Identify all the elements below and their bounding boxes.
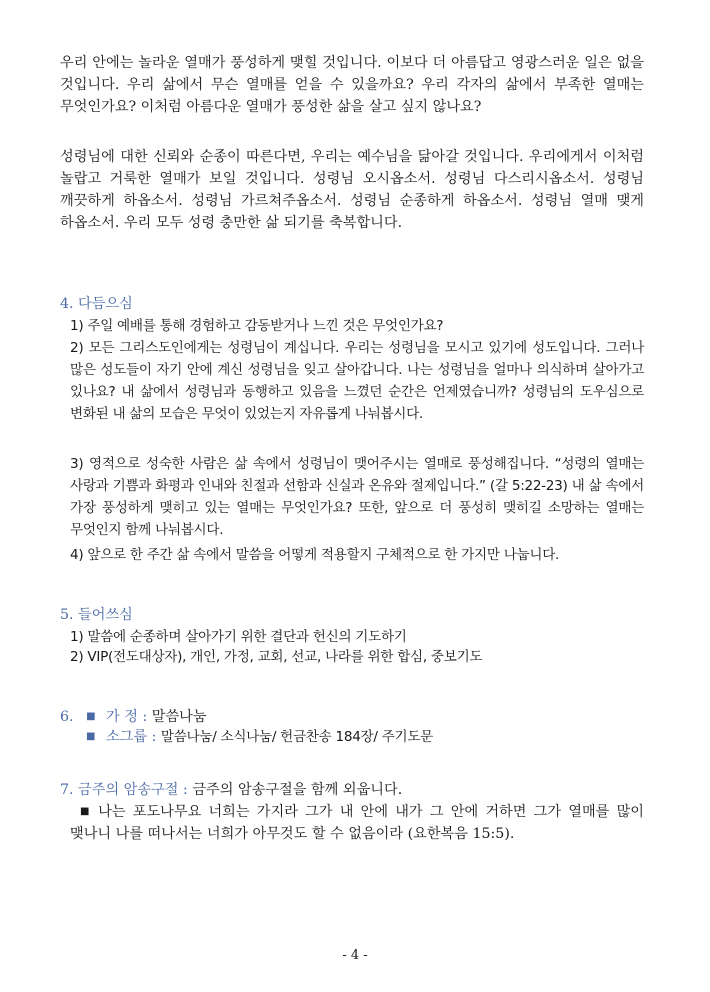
section-6-home-value: 말씀나눔 <box>151 709 207 725</box>
section-6-home-label: 가 정 : <box>106 709 148 725</box>
section-7-title: 7. 금주의 암송구절 : <box>60 782 188 798</box>
section-7-verse <box>70 801 644 845</box>
section-5-item-2: 2) VIP(전도대상자), 개인, 가정, 교회, 선교, 나라를 위한 합심, 중보기도 <box>70 649 483 665</box>
intro-paragraph-1: 우리 안에는 놀라운 열매가 풍성하게 맺힐 것입니다. 이보다 더 아름답고 영광스러운 일은 없을 것입니다. 우리 삶에서 무슨 열매를 얻을 수 있을까요? 우리 각자의 삶에서 부족한 열매는 무엇인가요? 이처럼 아름다운 열매가 풍성한 삶을 살고 싶지 않나요? <box>60 55 644 115</box>
section-4-question-1: 1) 주일 예배를 통해 경험하고 감동받거나 느낀 것은 무엇인가요? <box>70 318 444 334</box>
section-4-question-3: 3) 영적으로 성숙한 사람은 삶 속에서 성령님이 맺어주시는 열매로 풍성해집니다. “성령의 열매는 사랑과 기쁨과 화평과 인내와 친절과 선함과 신실과 온유와 절제입니다.” (갈 5:22-23) 내 삶 속에서 가장 풍성하게 맺히고 있는 열매는 무엇인가요? 또한, 앞으로 더 풍성히 맺히길 소망하는 열매는 무엇인지 함께 나눠봅시다. <box>70 456 644 538</box>
square-bullet-icon: ■ <box>86 731 96 742</box>
section-6-group-line <box>86 726 433 748</box>
section-7-description: 금주의 암송구절을 함께 외웁니다. <box>192 782 403 798</box>
section-5-item-1: 1) 말씀에 순종하며 살아가기 위한 결단과 헌신의 기도하기 <box>70 629 407 645</box>
section-7-heading-line <box>60 779 402 801</box>
page-number: - 4 - <box>342 948 368 963</box>
section-4-question-4: 4) 앞으로 한 주간 삶 속에서 말씀을 어떻게 적용할지 구체적으로 한 가지만 나눕니다. <box>70 547 560 563</box>
section-7-verse-text: 나는 포도나무요 너희는 가지라 그가 내 안에 내가 그 안에 거하면 그가 열매를 많이 맺나니 나를 떠나서는 너희가 아무것도 할 수 없음이라 (요한복음 15:5). <box>70 804 644 842</box>
intro-paragraph-2: 성령님에 대한 신뢰와 순종이 따른다면, 우리는 예수님을 닮아갈 것입니다. 우리에게서 이처럼 놀랍고 거룩한 열매가 보일 것입니다. 성령님 오시옵소서. 성령님 다스리시옵소서. 성령님 깨끗하게 하옵소서. 성령님 가르쳐주옵소서. 성령님 순종하게 하옵소서. 성령님 열매 맺게 하옵소서. 우리 모두 성령 충만한 삶 되기를 축복합니다. <box>60 149 644 231</box>
section-6-group-value: 말씀나눔/ 소식나눔/ 헌금찬송 184장/ 주기도문 <box>160 729 433 745</box>
section-6-home-line <box>60 706 207 728</box>
section-5-title: 5. 들어쓰심 <box>60 607 133 623</box>
section-4-title: 4. 다듬으심 <box>60 296 133 312</box>
section-6-number: 6. <box>60 709 74 725</box>
section-4-question-2: 2) 모든 그리스도인에게는 성령님이 계십니다. 우리는 성령님을 모시고 있기에 성도입니다. 그러나 많은 성도들이 자기 안에 계신 성령님을 잊고 살아갑니다. 나는 성령님을 얼마나 의식하며 살아가고 있나요? 내 삶에서 성령님과 동행하고 있음을 느꼈던 순간은 언제였습니까? 성령님의 도우심으로 변화된 내 삶의 모습은 무엇이 있었는지 자유롭게 나눠봅시다. <box>70 340 644 422</box>
section-6-group-label: 소그룹 : <box>105 729 157 745</box>
square-bullet-icon: ■ <box>80 806 93 817</box>
square-bullet-icon: ■ <box>86 711 96 722</box>
